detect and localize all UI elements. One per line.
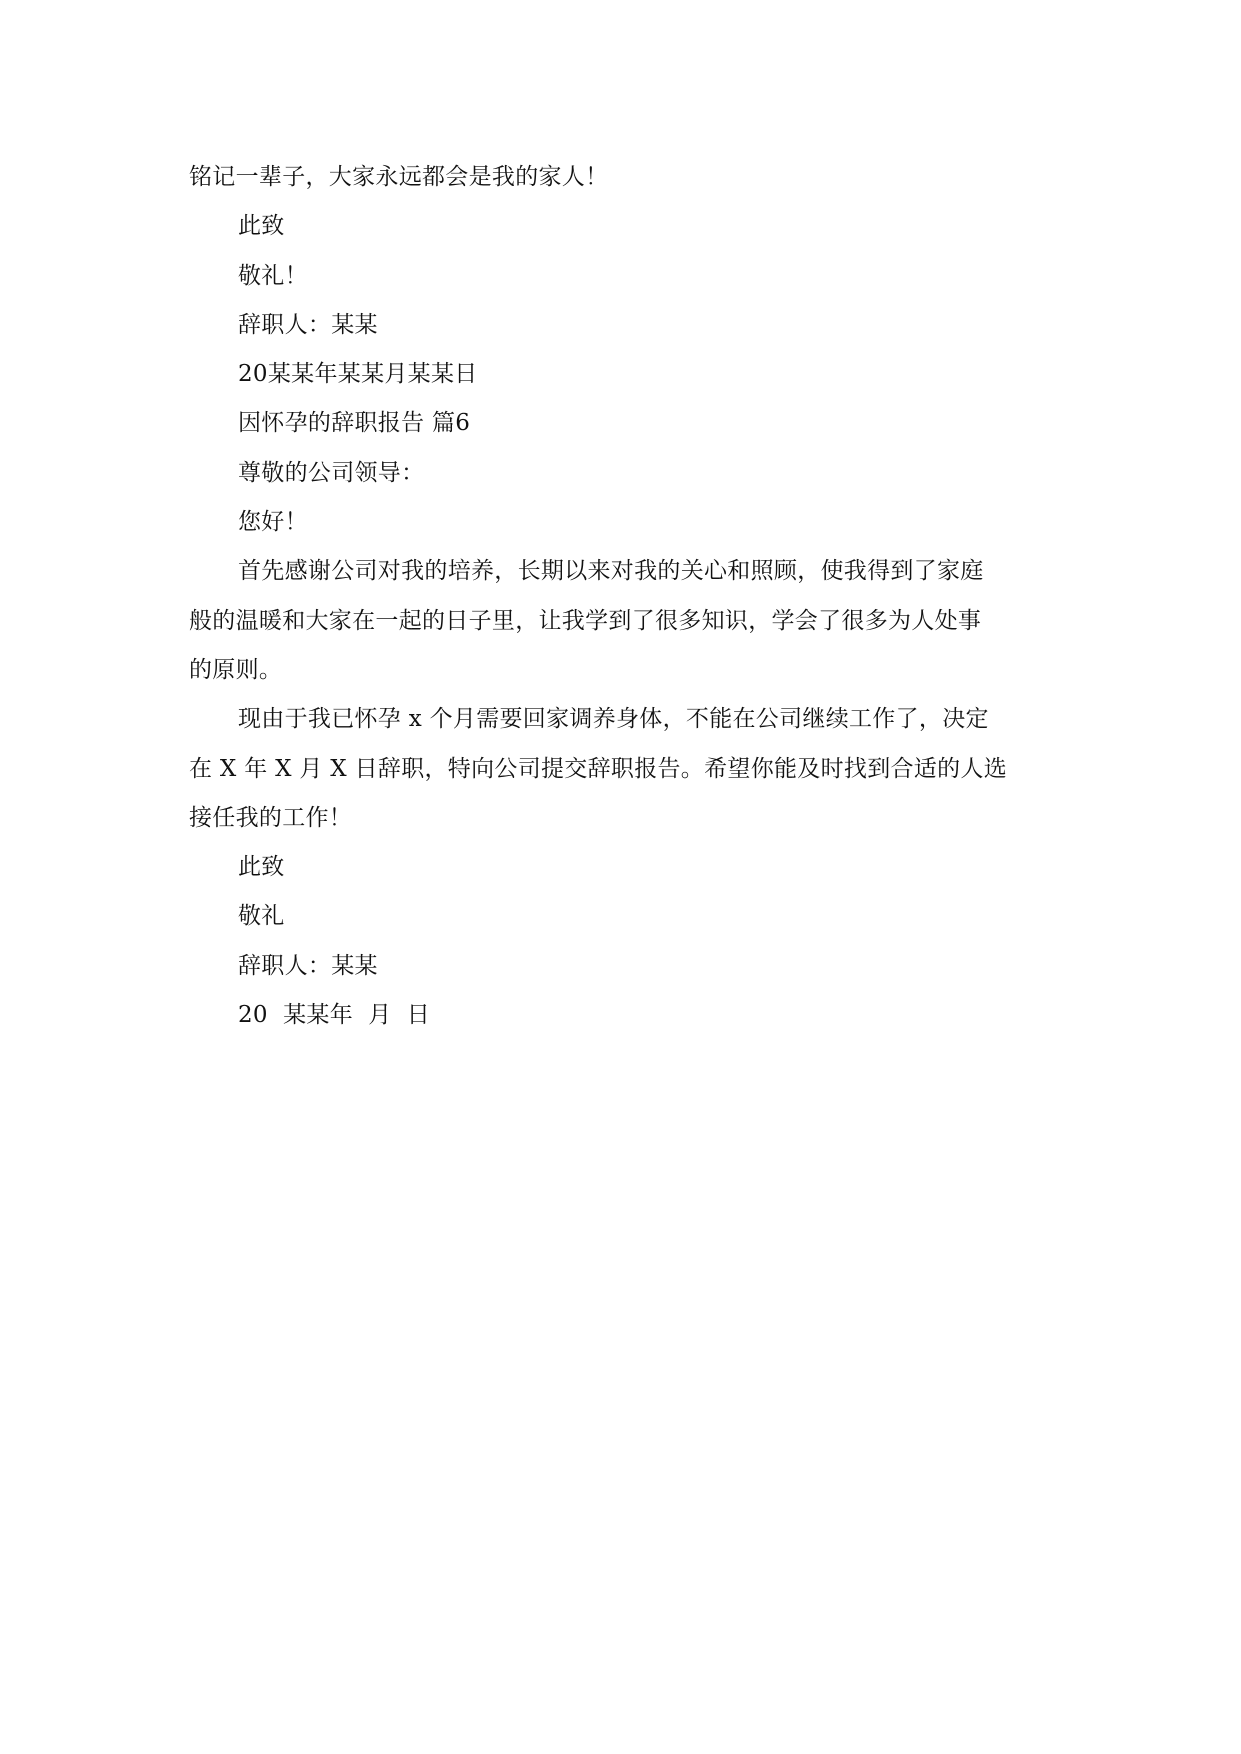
section-title: 因怀孕的辞职报告 篇6: [238, 410, 471, 437]
paragraph-line: 首先感谢公司对我的培养，长期以来对我的关心和照顾，使我得到了家庭: [238, 558, 984, 585]
paragraph-line: 接任我的工作！: [189, 804, 353, 831]
paragraph-thanks: [189, 547, 1044, 695]
closing-salute: 敬礼！: [238, 262, 308, 289]
signer-line: 辞职人：某某: [238, 311, 378, 338]
paragraph-line: 现由于我已怀孕 x 个月需要回家调养身体，不能在公司继续工作了，决定: [238, 706, 989, 733]
paragraph-line: 般的温暖和大家在一起的日子里，让我学到了很多知识，学会了很多为人处事: [189, 607, 982, 634]
date-line: 20某某年某某月某某日: [238, 361, 478, 388]
date-line: 20 某某年 月 日: [238, 1002, 431, 1029]
closing-greeting: 此致: [238, 213, 285, 240]
document-body: [189, 153, 1044, 1040]
addressee-line: 尊敬的公司领导：: [238, 459, 425, 486]
signer-line: 辞职人：某某: [238, 952, 378, 979]
closing-salute: 敬礼: [238, 903, 285, 930]
paragraph-line: 在 X 年 X 月 X 日辞职，特向公司提交辞职报告。希望你能及时找到合适的人选: [189, 755, 1007, 782]
continuation-line: 铭记一辈子，大家永远都会是我的家人！: [189, 164, 609, 190]
closing-greeting: 此致: [238, 854, 285, 881]
paragraph-resignation: [189, 695, 1044, 843]
hello-line: 您好！: [238, 509, 308, 536]
paragraph-line: 的原则。: [189, 656, 283, 683]
